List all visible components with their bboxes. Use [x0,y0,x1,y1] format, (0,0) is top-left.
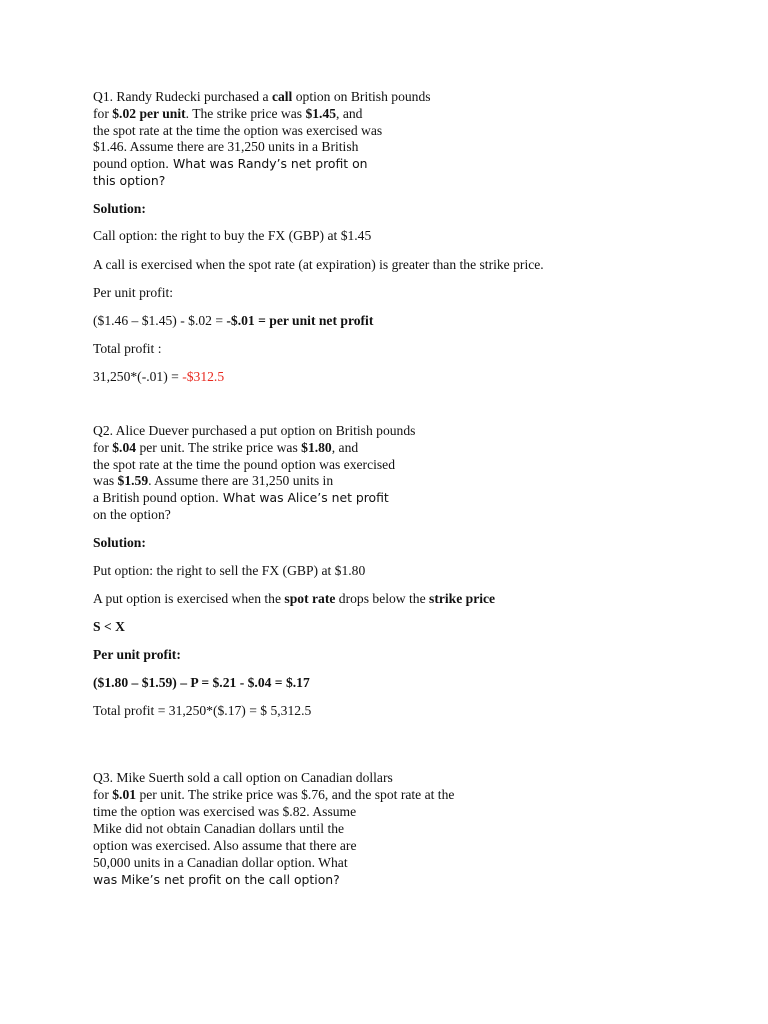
text-run: ($1.46 – $1.45) - $.02 = [93,313,227,328]
q1-question-line-2 [93,105,362,122]
text-run: for [93,787,113,802]
q1-question-line-6 [93,172,165,189]
q2-per-unit-calculation: ($1.80 – $1.59) – P = $.21 - $.04 = $.17 [93,675,310,690]
q2-question-line-4 [93,472,333,489]
text-run: per unit. The strike price was [136,440,302,455]
text-run: for [93,106,113,121]
text-run: A put option is exercised when the [93,591,285,606]
q1-call-definition: Call option: the right to buy the FX (GBP) at $1.45 [93,228,372,243]
text-run-sans: this option? [93,173,166,188]
q1-question-line-5 [93,155,368,172]
bold-strike-price: $1.45 [305,106,337,121]
text-run: option on British pounds [292,89,431,104]
text-run: on the option? [93,507,171,522]
q3-question-line-6 [93,854,348,871]
text-run: . The strike price was [185,106,306,121]
q1-question-line-4 [93,138,358,155]
bold-premium: $.01 [112,787,137,802]
text-run: option was exercised. Also assume that there are [93,838,357,853]
bold-strike-price: strike price [429,591,496,606]
q2-question-line-5 [93,489,389,506]
text-run: , and [331,440,359,455]
text-run: drops below the [335,591,430,606]
q2-solution-heading: Solution: [93,535,146,550]
total-net-loss: -$312.5 [182,369,225,384]
text-run: 50,000 units in a Canadian dollar option. What [93,855,348,870]
q3-question-line-1 [93,769,393,786]
text-run: the spot rate at the time the option was exercised was [93,123,383,138]
q2-question-line-3 [93,456,395,473]
text-run-sans: . What was Alice’s net profit [214,490,389,505]
q2-inequality: S < X [93,619,125,634]
q2-question-line-2 [93,439,358,456]
text-run: Q1. Randy Rudecki purchased a [93,89,272,104]
q1-per-unit-label: Per unit profit: [93,285,174,300]
text-run: was [93,473,118,488]
text-run: a British pound option [93,490,215,505]
q3-question-line-3 [93,803,356,820]
bold-premium: $.02 per unit [112,106,186,121]
q1-solution-heading: Solution: [93,201,146,216]
text-run-sans: was Mike’s net profit on the call option? [93,872,340,887]
text-run-sans: . What was Randy’s net profit on [165,156,368,171]
q3-question-line-4 [93,820,344,837]
q1-question-line-3 [93,122,382,139]
q2-question-line-1 [93,422,415,439]
q1-exercise-rule: A call is exercised when the spot rate (at expiration) is greater than the strike price. [93,257,544,272]
text-run: $1.46. Assume there are 31,250 units in a British [93,139,359,154]
q3-question-line-5 [93,837,357,854]
bold-spot-rate: $1.59 [117,473,149,488]
q3-question-line-2 [93,786,454,803]
q1-per-unit-calculation [93,312,373,329]
q2-put-definition: Put option: the right to sell the FX (GBP) at $1.80 [93,563,366,578]
per-unit-net-profit: -$.01 = per unit net profit [226,313,374,328]
q3-question-line-7 [93,871,340,888]
bold-term-call: call [271,89,293,104]
q1-question-line-1 [93,88,431,105]
bold-spot-rate: spot rate [284,591,336,606]
text-run: . Assume there are 31,250 units in [148,473,334,488]
text-run: per unit. The strike price was $.76, and the spot rate at the [136,787,455,802]
q2-total-profit: Total profit = 31,250*($.17) = $ 5,312.5 [93,703,312,718]
text-run: , and [336,106,363,121]
bold-premium: $.04 [112,440,137,455]
q1-total-calculation [93,368,224,385]
bold-strike-price: $1.80 [301,440,332,455]
text-run: pound option [93,156,166,171]
text-run: the spot rate at the time the pound option was exercised [93,457,395,472]
text-run: Mike did not obtain Canadian dollars until the [93,821,345,836]
q2-per-unit-label: Per unit profit: [93,647,181,662]
text-run: Q2. Alice Duever purchased a put option on British pounds [93,423,416,438]
text-run: for [93,440,113,455]
text-run: time the option was exercised was $.82. Assume [93,804,357,819]
q1-total-label: Total profit : [93,341,162,356]
q2-question-line-6 [93,506,171,523]
text-run: 31,250*(-.01) = [93,369,183,384]
text-run: Q3. Mike Suerth sold a call option on Canadian dollars [93,770,393,785]
q2-exercise-rule [93,590,495,607]
